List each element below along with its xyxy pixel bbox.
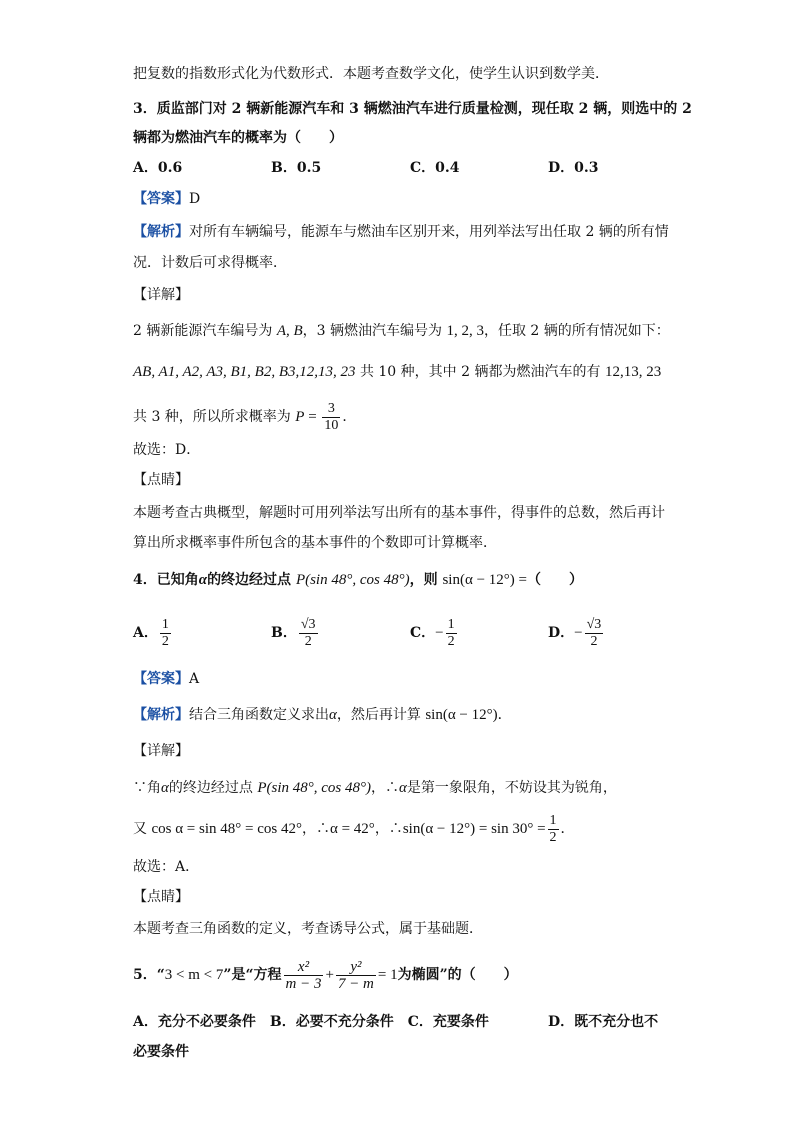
text: ，3 辆燃油汽车编号为: [302, 323, 447, 339]
option-label: C．: [410, 625, 436, 641]
q4-answer: [133, 669, 199, 689]
q3-detail-line2: [133, 362, 661, 382]
q3-option-c: C．0.4: [410, 160, 460, 176]
fraction: [336, 959, 376, 992]
numerator: 1: [447, 616, 455, 632]
plus-sign: +: [325, 967, 334, 983]
q4-comment-line1: 本题考查三角函数的定义，考查诱导公式，属于基础题．: [133, 921, 483, 937]
analysis-tag: 【解析】: [133, 707, 189, 723]
denominator: m − 3: [285, 975, 322, 992]
text: 是第一象限角，不妨设其为锐角，: [406, 780, 617, 796]
text: 5．“: [133, 967, 165, 983]
text: 共 10 种，其中 2 辆都为燃油汽车的有: [355, 364, 605, 380]
option-label: A．: [133, 625, 158, 641]
text: 共 3 种，所以所求概率为: [133, 409, 296, 425]
math-expr: 1, 2, 3: [446, 323, 484, 339]
numerator: 1: [549, 812, 557, 828]
math-var: α: [161, 780, 169, 796]
q3-detail-line1: [133, 321, 670, 341]
fraction: [284, 959, 324, 992]
fraction: [548, 813, 559, 846]
option-label: D．: [548, 625, 575, 641]
text: ”是“方程: [223, 967, 282, 983]
fraction: [585, 617, 604, 650]
q4-option-a: [133, 613, 173, 653]
question-5-stem: [133, 956, 518, 994]
denominator: 10: [324, 417, 339, 433]
equals: =: [304, 409, 321, 425]
question-4-stem: [133, 570, 583, 590]
math-expr: 12,13, 23: [604, 364, 662, 380]
q4-comment-tag: 【点睛】: [133, 889, 189, 905]
text: ．: [560, 821, 575, 837]
answer-value: D: [189, 191, 201, 207]
text: ，∴: [301, 821, 330, 837]
q3-comment-line2: 算出所求概率事件所包含的基本事件的个数即可计算概率．: [133, 535, 497, 551]
text: ，∴: [374, 821, 403, 837]
q3-option-d: D．0.3: [548, 160, 599, 176]
option-label: B．: [271, 625, 297, 641]
math-var: α: [398, 780, 407, 796]
answer-value: A: [189, 671, 200, 687]
analysis-text: 对所有车辆编号，能源车与燃油车区别开来，用列举法写出任取 2 辆的所有情: [189, 224, 669, 240]
q3-detail-tag: 【详解】: [133, 287, 189, 303]
text: 2 辆新能源汽车编号为: [133, 323, 277, 339]
math-expr: cos α = sin 48° = cos 42°: [151, 821, 302, 837]
math-expr: 3 < m < 7: [164, 967, 224, 983]
q4-detail-tag: 【详解】: [133, 743, 189, 759]
q3-choose: 故选：D．: [133, 442, 201, 458]
denominator: 2: [549, 829, 557, 845]
q4-detail-line1: [133, 778, 617, 798]
text: （ ）: [527, 572, 583, 588]
analysis-tag: 【解析】: [133, 224, 189, 240]
math-expr: sin(α − 12°) = sin 30° =: [402, 821, 546, 837]
q3-analysis-line1: [133, 222, 669, 242]
q4-analysis: [133, 705, 512, 725]
denominator: 7 − m: [337, 975, 374, 992]
fraction: [322, 401, 340, 434]
q4-option-b: [271, 613, 320, 653]
math-expr: sin(α − 12°): [425, 707, 498, 723]
numerator: y²: [336, 959, 376, 976]
math-var: α: [198, 572, 208, 588]
q4-option-d: [548, 613, 605, 653]
math-var: P: [295, 409, 305, 425]
text: 的终边经过点: [168, 780, 258, 796]
numerator: 1: [161, 616, 169, 632]
q5-options-abc: A．充分不必要条件 B．必要不充分条件 C．充要条件: [133, 1014, 489, 1030]
text: 的终边经过点: [207, 572, 296, 588]
question-3-stem-line2: 辆都为燃油汽车的概率为（ ）: [133, 130, 343, 146]
text: 4．已知角: [133, 572, 199, 588]
denominator: 2: [590, 633, 598, 649]
numerator: 3: [322, 401, 340, 418]
q3-option-b: B．0.5: [271, 160, 322, 176]
minus-sign: −: [574, 625, 583, 641]
denominator: 2: [161, 633, 169, 649]
q3-detail-line3: [133, 400, 356, 434]
math-expr: P(sin 48°, cos 48°): [295, 572, 410, 588]
minus-sign: −: [435, 625, 444, 641]
math-expr: α = 42°: [329, 821, 375, 837]
equals: = 1: [377, 967, 398, 983]
math-var: α: [329, 707, 337, 723]
text: ，则: [409, 572, 443, 588]
q5-option-d: D．既不充分也不: [548, 1014, 659, 1030]
q4-choose: 故选：A．: [133, 859, 200, 875]
q3-option-a: A．0.6: [133, 160, 183, 176]
q3-answer: [133, 189, 200, 209]
answer-tag: 【答案】: [133, 191, 189, 207]
q4-option-c: [410, 613, 459, 653]
math-expr: A, B: [276, 323, 303, 339]
q3-comment-tag: 【点睛】: [133, 472, 189, 488]
question-3-stem-line1: 3．质监部门对 2 辆新能源汽车和 3 辆燃油汽车进行质量检测，现任取 2 辆，则选中的 2: [133, 101, 692, 117]
q4-detail-line2: [133, 812, 575, 846]
denominator: 2: [447, 633, 455, 649]
math-expr: P(sin 48°, cos 48°): [257, 780, 371, 796]
text: ．: [497, 707, 512, 723]
fraction: [160, 617, 171, 650]
text: ，∴: [370, 780, 399, 796]
numerator: √3: [586, 616, 602, 632]
text: ．: [342, 409, 357, 425]
text: ，然后再计算: [336, 707, 426, 723]
math-expr: AB, A1, A2, A3, B1, B2, B3,12,13, 23: [133, 364, 356, 380]
fraction: [446, 617, 457, 650]
q5-option-d-cont: 必要条件: [133, 1044, 189, 1060]
answer-tag: 【答案】: [133, 671, 189, 687]
math-expr: sin(α − 12°) =: [442, 572, 527, 588]
text-line: 把复数的指数形式化为代数形式．本题考查数学文化，使学生认识到数学美．: [133, 66, 609, 82]
text: 结合三角函数定义求出: [189, 707, 329, 723]
numerator: √3: [300, 616, 316, 632]
text: 又: [133, 821, 152, 837]
text: ，任取 2 辆的所有情况如下：: [483, 323, 670, 339]
denominator: 2: [304, 633, 312, 649]
q3-analysis-line2: 况．计数后可求得概率．: [133, 255, 287, 271]
text: ∵角: [133, 780, 161, 796]
numerator: x²: [284, 959, 324, 976]
fraction: [299, 617, 318, 650]
q3-comment-line1: 本题考查古典概型，解题时可用列举法写出所有的基本事件，得事件的总数，然后再计: [133, 505, 665, 521]
text: 为椭圆”的（ ）: [397, 967, 518, 983]
